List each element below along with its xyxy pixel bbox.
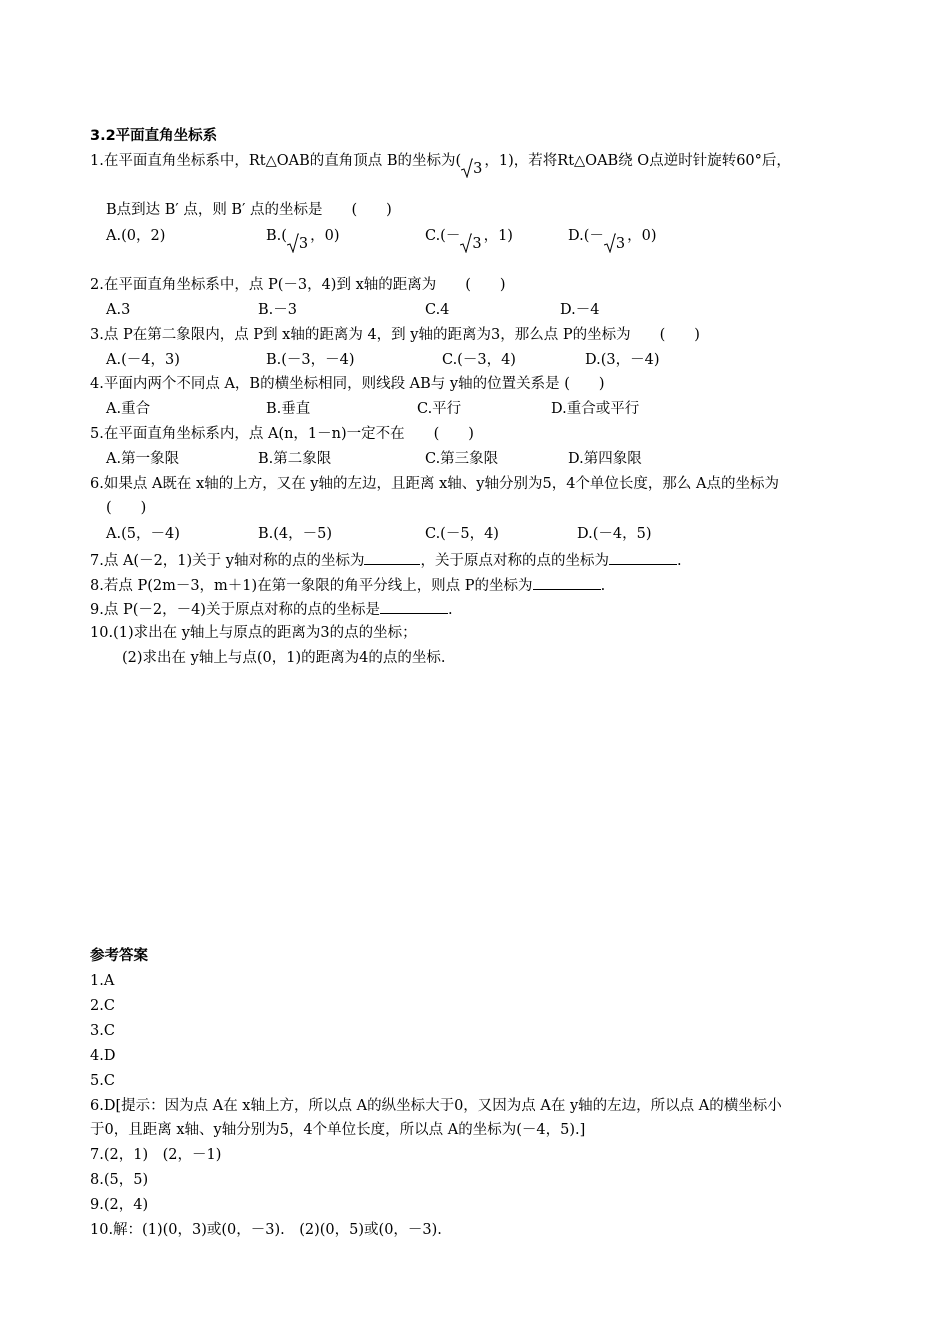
q4-option-a: A.重合 xyxy=(106,401,151,417)
question-6-stem: 6.如果点 A既在 x轴的上方，又在 y轴的左边，且距离 x轴、y轴分别为5，4个单位长度，那么 A点的坐标为 xyxy=(90,476,780,492)
q3-option-b: B.(－3，－4) xyxy=(266,352,355,368)
answers-title: 参考答案 xyxy=(90,948,148,964)
question-2-stem: 2.在平面直角坐标系中，点 P(－3，4)到 x轴的距离为 ( ) xyxy=(90,277,506,293)
q3-option-a: A.(－4，3) xyxy=(106,352,180,368)
sqrt-3-symbol: 3 xyxy=(287,234,310,254)
answer-3: 3.C xyxy=(90,1023,115,1039)
question-8: 8.若点 P(2m－3，m＋1)在第一象限的角平分线上，则点 P的坐标为 . xyxy=(90,574,605,596)
q6-option-b: B.(4，－5) xyxy=(258,526,333,542)
answer-blank[interactable] xyxy=(609,549,677,565)
q1-option-b: B.( 3 ，0) xyxy=(266,228,340,252)
question-10-part2: (2)求出在 y轴上与点(0，1)的距离为4的点的坐标. xyxy=(122,650,446,666)
question-10-part1: 10.(1)求出在 y轴上与原点的距离为3的点的坐标； xyxy=(90,625,417,641)
question-1-text-a: 1.在平面直角坐标系中，Rt△OAB的直角顶点 B的坐标为( xyxy=(90,153,462,169)
q4-option-c: C.平行 xyxy=(417,401,462,417)
answer-6-line2: 于0，且距离 x轴、y轴分别为5，4个单位长度，所以点 A的坐标为(－4，5).] xyxy=(90,1122,586,1138)
q2-option-d: D.－4 xyxy=(560,302,600,318)
question-1-line2: B点到达 B′ 点，则 B′ 点的坐标是 ( ) xyxy=(106,202,392,218)
answer-2: 2.C xyxy=(90,998,115,1014)
q4-option-b: B.垂直 xyxy=(266,401,311,417)
answer-10: 10.解：(1)(0，3)或(0，－3). (2)(0，5)或(0，－3). xyxy=(90,1222,442,1238)
sqrt-3-symbol: 3 xyxy=(460,234,483,254)
question-1-text-b: ，1)，若将Rt△OAB绕 O点逆时针旋转60°后， xyxy=(484,153,791,169)
q6-option-c: C.(－5，4) xyxy=(425,526,499,542)
q5-option-c: C.第三象限 xyxy=(425,451,499,467)
question-7: 7.点 A(－2，1)关于 y轴对称的点的坐标为 ，关于原点对称的点的坐标为 . xyxy=(90,549,682,571)
question-5-stem: 5.在平面直角坐标系内，点 A(n，1－n)一定不在 ( ) xyxy=(90,426,474,442)
question-9: 9.点 P(－2，－4)关于原点对称的点的坐标是 . xyxy=(90,598,453,620)
answer-blank[interactable] xyxy=(380,598,448,614)
question-4-stem: 4.平面内两个不同点 A，B的横坐标相同，则线段 AB与 y轴的位置关系是 ( ) xyxy=(90,376,605,392)
q3-option-d: D.(3，－4) xyxy=(585,352,660,368)
answer-6-line1: 6.D[提示：因为点 A在 x轴上方，所以点 A的纵坐标大于0，又因为点 A在 y轴的左边，所以点 A的横坐标小 xyxy=(90,1098,782,1114)
q3-option-c: C.(－3，4) xyxy=(442,352,516,368)
q5-option-a: A.第一象限 xyxy=(106,451,180,467)
answer-4: 4.D xyxy=(90,1048,116,1064)
question-1-stem xyxy=(90,151,791,177)
q2-option-c: C.4 xyxy=(425,302,450,318)
answer-8: 8.(5，5) xyxy=(90,1172,149,1188)
q6-option-a: A.(5，－4) xyxy=(106,526,180,542)
question-3-stem: 3.点 P在第二象限内，点 P到 x轴的距离为 4，到 y轴的距离为3，那么点 P的坐标为 ( ) xyxy=(90,327,700,343)
answer-1: 1.A xyxy=(90,973,115,989)
answer-blank[interactable] xyxy=(533,574,601,590)
answer-9: 9.(2，4) xyxy=(90,1197,149,1213)
section-title: 3.2平面直角坐标系 xyxy=(90,128,218,144)
q6-option-d: D.(－4，5) xyxy=(577,526,652,542)
q5-option-d: D.第四象限 xyxy=(568,451,642,467)
q5-option-b: B.第二象限 xyxy=(258,451,332,467)
q1-option-a: A.(0，2) xyxy=(106,228,166,244)
q1-option-d: D.(－ 3 ，0) xyxy=(568,228,657,252)
q4-option-d: D.重合或平行 xyxy=(551,401,640,417)
answer-7: 7.(2，1) (2，－1) xyxy=(90,1147,222,1163)
q1-option-c: C.(－ 3 ，1) xyxy=(425,228,513,252)
sqrt-3-symbol: 3 xyxy=(604,234,627,254)
question-6-paren: ( ) xyxy=(106,500,147,516)
answer-blank[interactable] xyxy=(364,549,420,565)
sqrt-3-symbol: 3 xyxy=(461,159,484,179)
q2-option-a: A.3 xyxy=(106,302,131,318)
answer-5: 5.C xyxy=(90,1073,115,1089)
q2-option-b: B.－3 xyxy=(258,302,297,318)
